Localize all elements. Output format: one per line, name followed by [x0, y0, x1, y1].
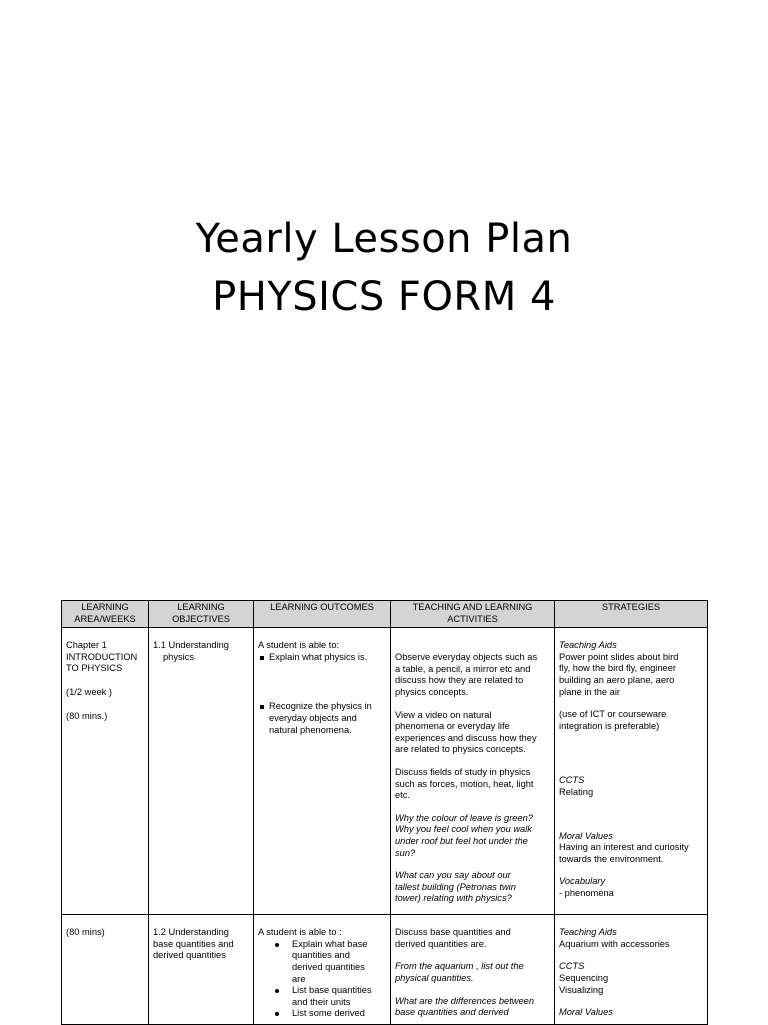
ccts-heading: CCTS [559, 775, 585, 786]
learning-objective-cell: 1.2 Understanding base quantities and derived quantities [149, 915, 254, 1025]
activity-question: What can you say about our tallest building (Petronas twin tower) relating with physics? [395, 870, 516, 904]
list-item: Explain what base quantities and derived quantities are [258, 939, 386, 985]
outcomes-list [258, 939, 386, 1020]
strategies-cell: Teaching Aids Aquarium with accessories CCTS Sequencing Visualizing Moral Values [555, 915, 708, 1025]
moral-values-heading: Moral Values [559, 1007, 613, 1018]
lesson-plan-table [61, 600, 708, 1025]
learning-outcomes-cell: A student is able to: Explain what physics is. Recognize the physics in everyday objects and natural phenomena. [254, 628, 391, 915]
teaching-aids-heading: Teaching Aids [559, 640, 617, 651]
header-learning-area: LEARNING AREA/WEEKS [62, 601, 149, 628]
teaching-activities-cell [391, 628, 555, 915]
header-strategies: STRATEGIES [555, 601, 708, 628]
header-learning-objectives: LEARNING OBJECTIVES [149, 601, 254, 628]
moral-values-heading: Moral Values [559, 830, 613, 841]
table-row [62, 915, 708, 1025]
activity-paragraph: View a video on natural phenomena or everyday life experiences and discuss how they are related to physics concepts. [395, 709, 537, 755]
header-teaching-activities: TEACHING AND LEARNING ACTIVITIES [391, 601, 555, 628]
list-item: List base quantities and their units [258, 985, 386, 1008]
header-learning-outcomes: LEARNING OUTCOMES [254, 601, 391, 628]
title-line-2: PHYSICS FORM 4 [212, 274, 556, 320]
activity-question: Why the colour of leave is green? Why you feel cool when you walk under roof but feel hot under the sun? [395, 812, 533, 858]
learning-area-cell: Chapter 1 INTRODUCTION TO PHYSICS (1/2 week ) (80 mins.) [62, 628, 149, 915]
teaching-aids-heading: Teaching Aids [559, 927, 617, 938]
list-item: Explain what physics is. [258, 652, 386, 664]
list-item: List some derived [258, 1008, 386, 1020]
learning-outcomes-cell: A student is able to : Explain what base quantities and derived quantities are List base quantities and their units List some derived [254, 915, 391, 1025]
activity-question: What are the differences between base quantities and derived [395, 995, 535, 1018]
list-item: Recognize the physics in everyday objects and natural phenomena. [258, 701, 386, 736]
learning-area-cell: (80 mins) [62, 915, 149, 1025]
title-line-1: Yearly Lesson Plan [195, 216, 573, 262]
table-row [62, 628, 708, 915]
strategies-cell: Teaching Aids Power point slides about bird fly, how the bird fly, engineer building an aero plane, aero plane in the air (use of ICT or courseware integration is preferable) CCTS Relating Moral Values Having an interest and curiosity towards the environment. Vocabulary - phenomena [555, 628, 708, 915]
teaching-activities-cell: Discuss base quantities and derived quantities are. From the aquarium , list out the physical quantities. What are the differences between base quantities and derived [391, 915, 555, 1025]
ccts-heading: CCTS [559, 961, 585, 972]
document-title [0, 210, 768, 326]
activity-paragraph: Discuss fields of study in physics such as forces, motion, heat, light etc. [395, 766, 534, 801]
activity-paragraph: Observe everyday objects such as a table, a pencil, a mirror etc and discuss how they are related to physics concepts. [395, 652, 538, 697]
vocabulary-heading: Vocabulary [559, 876, 606, 887]
learning-objective-cell: 1.1 Understanding physics [149, 628, 254, 915]
outcomes-list [258, 652, 386, 736]
table-header-row [62, 601, 708, 628]
activity-paragraph: From the aquarium , list out the physical quantities. [395, 961, 524, 983]
